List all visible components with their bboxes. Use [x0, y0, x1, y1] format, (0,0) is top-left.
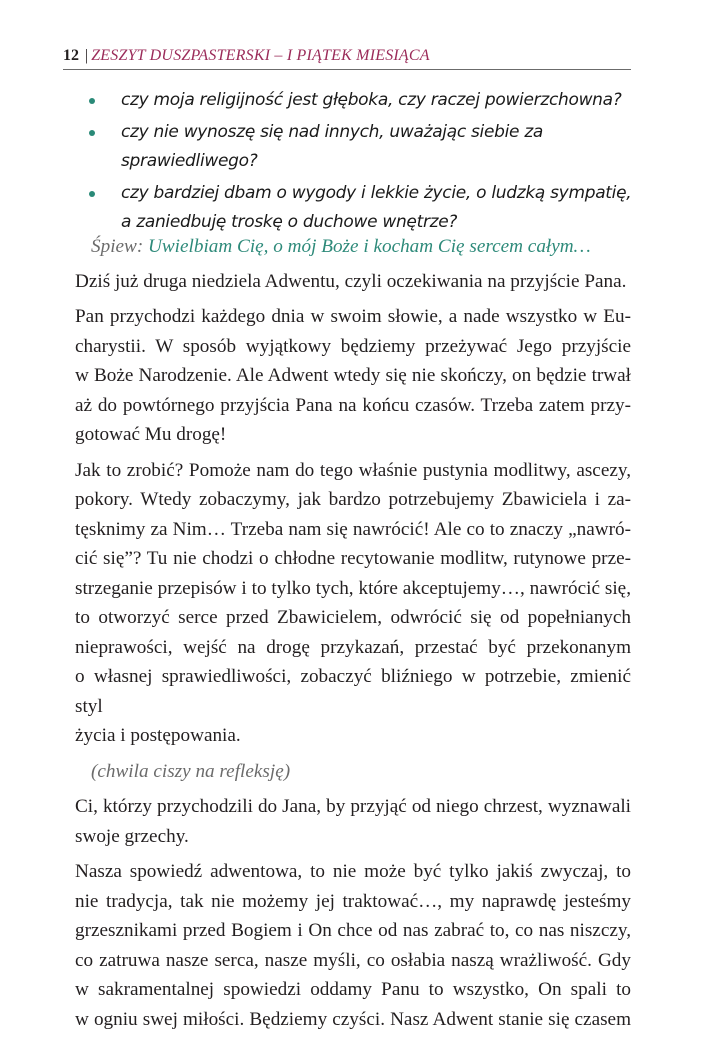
- text-line: to otworzyć serce przed Zbawicielem, odwrócić się od popełnianych: [75, 607, 631, 628]
- text-line: pokory. Wtedy zobaczymy, jak bardzo potrzebujemy Zbawiciela i za-: [75, 489, 631, 510]
- text-line: w ogniu swej miłości. Będziemy czyści. Nasz Adwent stanie się czasem: [75, 1008, 631, 1030]
- bullet-dot-icon: [89, 191, 95, 197]
- text-line: tęsknimy za Nim… Trzeba nam się nawrócić! Ale co to znaczy „nawró-: [75, 518, 631, 540]
- paragraph: [75, 456, 631, 751]
- text-line: swoje grzechy.: [75, 825, 189, 847]
- pause-note: (chwila ciszy na refleksję): [91, 760, 291, 782]
- list-item-text: czy moja religijność jest głęboka, czy raczej powierzchowna?: [121, 90, 622, 110]
- text-line: Pan przychodzi każdego dnia w swoim słowie, a nade wszystko w Eu-: [75, 306, 631, 327]
- text-line: cić się”? Tu nie chodzi o chłodne recytowanie modlitw, rutynowe prze-: [75, 548, 631, 569]
- text-line: grzesznikami przed Bogiem i On chce od nas zabrać to, co nas niszczy,: [75, 920, 631, 941]
- list-item-text: a zaniedbuję troskę o duchowe wnętrze?: [121, 212, 458, 232]
- list-item-text: czy nie wynoszę się nad innych, uważając siebie za: [121, 122, 544, 142]
- bullet-dot-icon: [89, 98, 95, 104]
- text-line: aż do powtórnego przyjścia Pana na końcu czasów. Trzeba zatem przy-: [75, 394, 631, 416]
- song-title: Uwielbiam Cię, o mój Boże i kocham Cię sercem całym…: [148, 236, 591, 257]
- header-rule-divider: [63, 69, 631, 70]
- paragraph: [75, 792, 631, 851]
- running-header-title: ZESZYT DUSZPASTERSKI – I PIĄTEK MIESIĄCA: [91, 47, 430, 64]
- text-line: w sakramentalnej spowiedzi oddamy Panu to wszystko, On spali to: [75, 979, 631, 1000]
- examination-questions-list: [63, 86, 633, 240]
- body-text: [75, 232, 631, 1040]
- list-item-text: czy bardziej dbam o wygody i lekkie życie, o ludzką sympatię,: [121, 183, 632, 203]
- text-line: nieprawości, wejść na drogę przykazań, przestać być przekonanym: [75, 636, 631, 658]
- text-line: życia i postępowania.: [75, 725, 241, 746]
- running-header: [63, 47, 631, 69]
- text-line: Jak to zrobić? Pomoże nam do tego właśnie pustynia modlitwy, ascezy,: [75, 459, 631, 481]
- paragraph: [75, 302, 631, 450]
- bullet-dot-icon: [89, 130, 95, 136]
- paragraph: [75, 857, 631, 1034]
- song-label: Śpiew:: [91, 236, 144, 257]
- text-line: Nasza spowiedź adwentowa, to nie może być tylko jakiś zwyczaj, to: [75, 861, 631, 882]
- list-item: [63, 86, 633, 115]
- list-item-text: sprawiedliwego?: [121, 151, 258, 171]
- header-separator: |: [85, 47, 89, 64]
- song-line: [75, 232, 631, 262]
- page-number: 12: [63, 47, 79, 64]
- list-item: [63, 118, 633, 176]
- text-line: o własnej sprawiedliwości, zobaczyć bliźniego w potrzebie, zmienić styl: [75, 666, 631, 717]
- text-line: nie tradycja, tak nie możemy jej traktować…, my naprawdę jesteśmy: [75, 890, 631, 912]
- text-line: w Boże Narodzenie. Ale Adwent wtedy się nie skończy, on będzie trwał: [75, 365, 631, 386]
- text-line: charystii. W sposób wyjątkowy będziemy przeżywać Jego przyjście: [75, 335, 631, 357]
- paragraph: [75, 267, 631, 297]
- list-item: [63, 179, 633, 237]
- text-line: co zatruwa nasze serca, nasze myśli, co osłabia naszą wrażliwość. Gdy: [75, 949, 631, 971]
- text-line: Dziś już druga niedziela Adwentu, czyli oczekiwania na przyjście Pana.: [75, 270, 627, 292]
- text-line: Ci, którzy przychodzili do Jana, by przyjąć od niego chrzest, wyznawali: [75, 796, 631, 817]
- text-line: gotować Mu drogę!: [75, 424, 227, 445]
- text-line: strzeganie przepisów i to tylko tych, które akceptujemy…, nawrócić się,: [75, 577, 631, 599]
